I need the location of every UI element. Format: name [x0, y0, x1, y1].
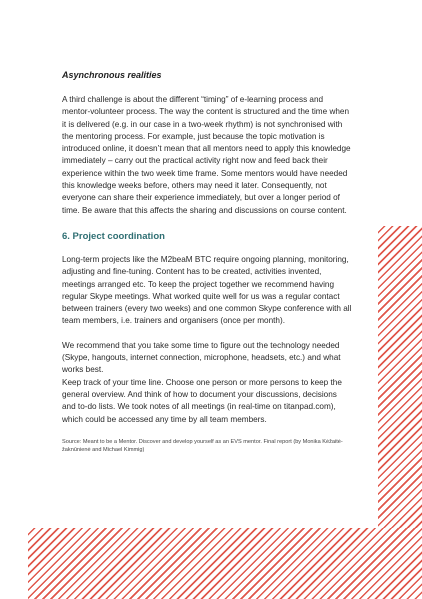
decorative-stripes-bottom — [28, 528, 422, 599]
paragraph-long-term-projects: Long-term projects like the M2beaM BTC require ongoing planning, monitoring, adjusting and fine-tuning. Content has to be created, activities invented, meetings arranged etc. To keep the project together we recommend having regular Skype meetings. What worked quite well for us was a regular contact between trainers (every two weeks) and one common Skype conference with all team members, i.e. trainers and organisers (once per month). — [62, 254, 352, 326]
paragraph-technology: We recommend that you take some time to figure out the technology needed (Skype, hangouts, internet connection, microphone, headsets, etc.) and what works best. — [62, 340, 341, 375]
source-note: Source: Meant to be a Mentor. Discover and develop yourself as an EVS mentor. Final report (by Monika Kėžaitė-žaknūnienė and Michael Kimmig) — [62, 438, 343, 453]
section-title-project-coordination: 6. Project coordination — [62, 230, 165, 242]
paragraph-time-line: Keep track of your time line. Choose one person or more persons to keep the general overview. And think of how to document your discussions, decisions and to-do lists. We took notes of all meetings (in real-time on titanpad.com), which could be accessed any time by all team members. — [62, 377, 342, 424]
subheading-asynchronous-realities: Asynchronous realities — [62, 70, 162, 80]
paragraph-spacer — [62, 328, 352, 340]
page-content — [62, 70, 352, 459]
paragraph-timing-challenge: A third challenge is about the different “timing” of e-learning process and mentor-volunteer process. The way the content is structured and the time when it is delivered (e.g. in our case in a two-week rhythm) is not synchronised with the mentoring process. For example, just because the topic motivation is introduced online, it doesn’t mean that all mentors need to apply this knowledge immediately – carry out the practical activity right now and feed back their experience within the two week time frame. Some mentors would have needed this knowledge weeks before, others may need it later. Consequently, not everyone can share their experience immediately, but over a longer period of time. Be aware that this affects the sharing and discussions on course content. — [62, 95, 351, 215]
